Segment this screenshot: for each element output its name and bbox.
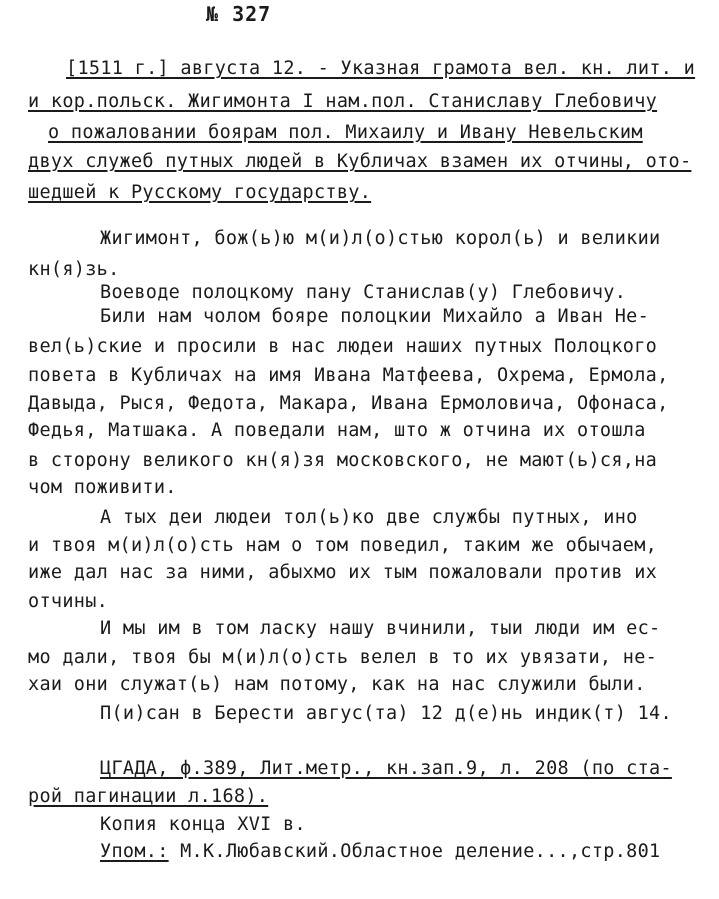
heading-line: и кор.польск. Жигимонта I нам.пол. Станиславу Глебовичу [28,91,658,112]
source-line: ЦГАДА, ф.389, Лит.метр., кн.зап.9, л. 208 (по ста- [100,758,672,779]
body-line: И мы им в том ласку нашу вчинили, тыи люди им ес- [100,618,661,639]
document-number: № 327 [206,2,272,26]
body-line: чом поживити. [28,477,177,498]
body-line: кн(я)зь. [28,259,120,280]
body-line: А тых деи людеи тол(ь)ко две службы путных, ино [100,507,638,528]
body-line: повета в Кубличах на имя Ивана Матфеева, Охрема, Ермола, [28,365,669,386]
body-line: и твоя м(и)л(о)сть нам о том поведил, таким же обычаем, [28,535,658,556]
body-line: мо дали, твоя бы м(и)л(о)сть велел в то их увязати, не- [28,647,658,668]
body-line: вел(ь)ские и просили в нас людеи наших путных Полоцкого [28,336,658,357]
body-line: Били нам чолом бояре полоцкии Михайло а Иван Не- [100,306,650,327]
heading-line: двух служеб путных людей в Кубличах взамен их отчины, ото- [28,151,692,172]
body-line: Жигимонт, бож(ь)ю м(и)л(о)стью корол(ь) и великии [100,228,661,249]
mention [100,841,661,863]
body-line: Воеводе полоцкому пану Станислав(у) Глебовичу. [100,282,627,303]
body-line: П(и)сан в Берести авгус(та) 12 д(е)нь индик(т) 14. [100,703,672,724]
mention-label: Упом.: [100,841,169,862]
body-line: иже дал нас за ними, абыхмо их тым пожаловали против их [28,562,658,583]
body-line: отчины. [28,591,109,612]
body-line: Давыда, Рыся, Федота, Макара, Ивана Ермоловича, Офонаса, [28,393,669,414]
source-line-text: рой пагинации л.168). [28,786,269,807]
copy-note: Копия конца XVI в. [100,814,306,835]
body-line: хаи они служат(ь) нам потому, как на нас служили были. [28,674,646,695]
body-line: Федья, Матшака. А поведали нам, што ж отчина их отошла [28,420,646,441]
mention-text: М.К.Любавский.Областное деление...,стр.801 [180,841,661,862]
source-line [28,786,268,808]
body-line: в сторону великого кн(я)зя московского, не мают(ь)ся,на [28,450,658,471]
heading-line: шедшей к Русскому государству. [28,182,372,203]
heading-line: о пожаловании боярам пол. Михаилу и Ивану Невельским [48,122,643,143]
heading-line: [1511 г.] августа 12. - Указная грамота вел. кн. лит. и [66,58,696,79]
